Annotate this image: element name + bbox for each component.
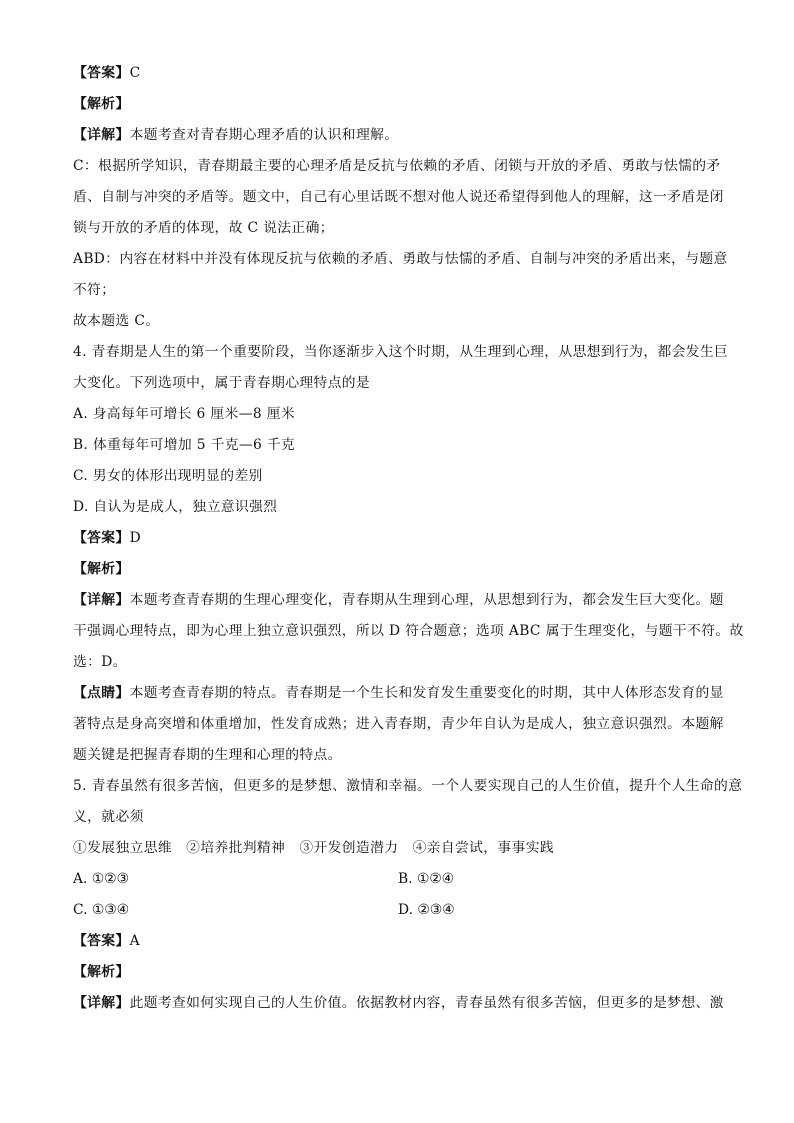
answer-tag: 【答案】 (73, 933, 130, 949)
analysis-tag: 【解析】 (73, 96, 130, 112)
q3-c-line-3: 锁与开放的矛盾的体现，故 C 说法正确； (73, 220, 334, 236)
q5-options-row-2 (73, 895, 723, 926)
q5-items: ①发展独立思维 ②培养批判精神 ③开发创造潜力 ④亲自尝试，事事实践 (73, 840, 554, 856)
q4-detail-line-3: 选：D。 (73, 654, 127, 670)
q3-abd-line-1: ABD：内容在材料中并没有体现反抗与依赖的矛盾、勇敢与怯懦的矛盾、自制与冲突的矛盾出来，与题意 (73, 251, 728, 267)
analysis-tag: 【解析】 (73, 561, 130, 577)
q3-abd-line-2: 不符； (73, 282, 116, 298)
q4-stem-line-2: 大变化。下列选项中，属于青春期心理特点的是 (73, 375, 371, 391)
detail-text: 此题考查如何实现自己的人生价值。依据教材内容，青春虽然有很多苦恼，但更多的是梦想、激 (129, 995, 724, 1011)
q5-options-row-1 (73, 864, 723, 895)
q4-tip-line-3: 题关键是把握青春期的生理和心理的特点。 (73, 747, 342, 763)
tip-text: 本题考查青春期的特点。青春期是一个生长和发育发生重要变化的时期，其中人体形态发育的显 (129, 685, 724, 701)
detail-text: 本题考查青春期的生理心理变化，青春期从生理到心理，从思想到行为，都会发生巨大变化。题 (129, 592, 724, 608)
q5-option-a: A. ①②③ (73, 871, 129, 887)
document-page (73, 58, 744, 1019)
detail-text: 本题考查对青春期心理矛盾的认识和理解。 (129, 127, 399, 143)
tip-tag: 【点睛】 (73, 685, 130, 701)
q5-answer-line (73, 926, 723, 957)
answer-tag: 【答案】 (73, 65, 130, 81)
answer-value: D (129, 530, 142, 546)
q5-stem-line-1: 5. 青春虽然有很多苦恼，但更多的是梦想、激情和幸福。一个人要实现自己的人生价值，提升个人生命的意 (73, 778, 743, 794)
detail-tag: 【详解】 (73, 127, 130, 143)
analysis-tag: 【解析】 (73, 964, 130, 980)
answer-tag: 【答案】 (73, 530, 130, 546)
q4-answer-line (73, 523, 723, 554)
q5-option-c: C. ①③④ (73, 902, 129, 918)
q3-analysis-line (73, 89, 723, 120)
q3-detail-line (73, 120, 723, 151)
q3-c-line-2: 盾、自制与冲突的矛盾等。题文中，自己有心里话既不想对他人说还希望得到他人的理解，这一矛盾是闭 (73, 189, 724, 205)
q3-c-line-1: C：根据所学知识，青春期最主要的心理矛盾是反抗与依赖的矛盾、闭锁与开放的矛盾、勇敢与怯懦的矛 (73, 158, 721, 174)
answer-value: C (129, 65, 141, 81)
q4-option-d: D. 自认为是成人，独立意识强烈 (73, 499, 278, 515)
q3-answer-line (73, 58, 723, 89)
q5-option-d: D. ②③④ (398, 902, 455, 918)
q3-conclusion: 故本题选 C。 (73, 313, 160, 329)
q5-detail-line-1 (73, 988, 723, 1019)
q4-analysis-line (73, 554, 723, 585)
detail-tag: 【详解】 (73, 995, 130, 1011)
q4-detail-line-2: 干强调心理特点，即为心理上独立意识强烈，所以 D 符合题意；选项 ABC 属于生理变化，与题干不符。故 (73, 623, 744, 639)
q4-stem-line-1: 4. 青春期是人生的第一个重要阶段，当你逐渐步入这个时期，从生理到心理，从思想到行为，都会发生巨 (73, 344, 729, 360)
detail-tag: 【详解】 (73, 592, 130, 608)
q4-option-c: C. 男女的体形出现明显的差别 (73, 468, 263, 484)
q4-option-b: B. 体重每年可增加 5 千克—6 千克 (73, 437, 296, 453)
answer-value: A (129, 933, 140, 949)
q5-stem-line-2: 义，就必须 (73, 809, 144, 825)
q4-option-a: A. 身高每年可增长 6 厘米—8 厘米 (73, 406, 296, 422)
q5-analysis-line (73, 957, 723, 988)
q5-option-b: B. ①②④ (398, 871, 455, 887)
q4-detail-line-1 (73, 585, 723, 616)
q4-tip-line-1 (73, 678, 723, 709)
q4-tip-line-2: 著特点是身高突增和体重增加，性发育成熟；进入青春期，青少年自认为是成人，独立意识强烈。本题解 (73, 716, 724, 732)
